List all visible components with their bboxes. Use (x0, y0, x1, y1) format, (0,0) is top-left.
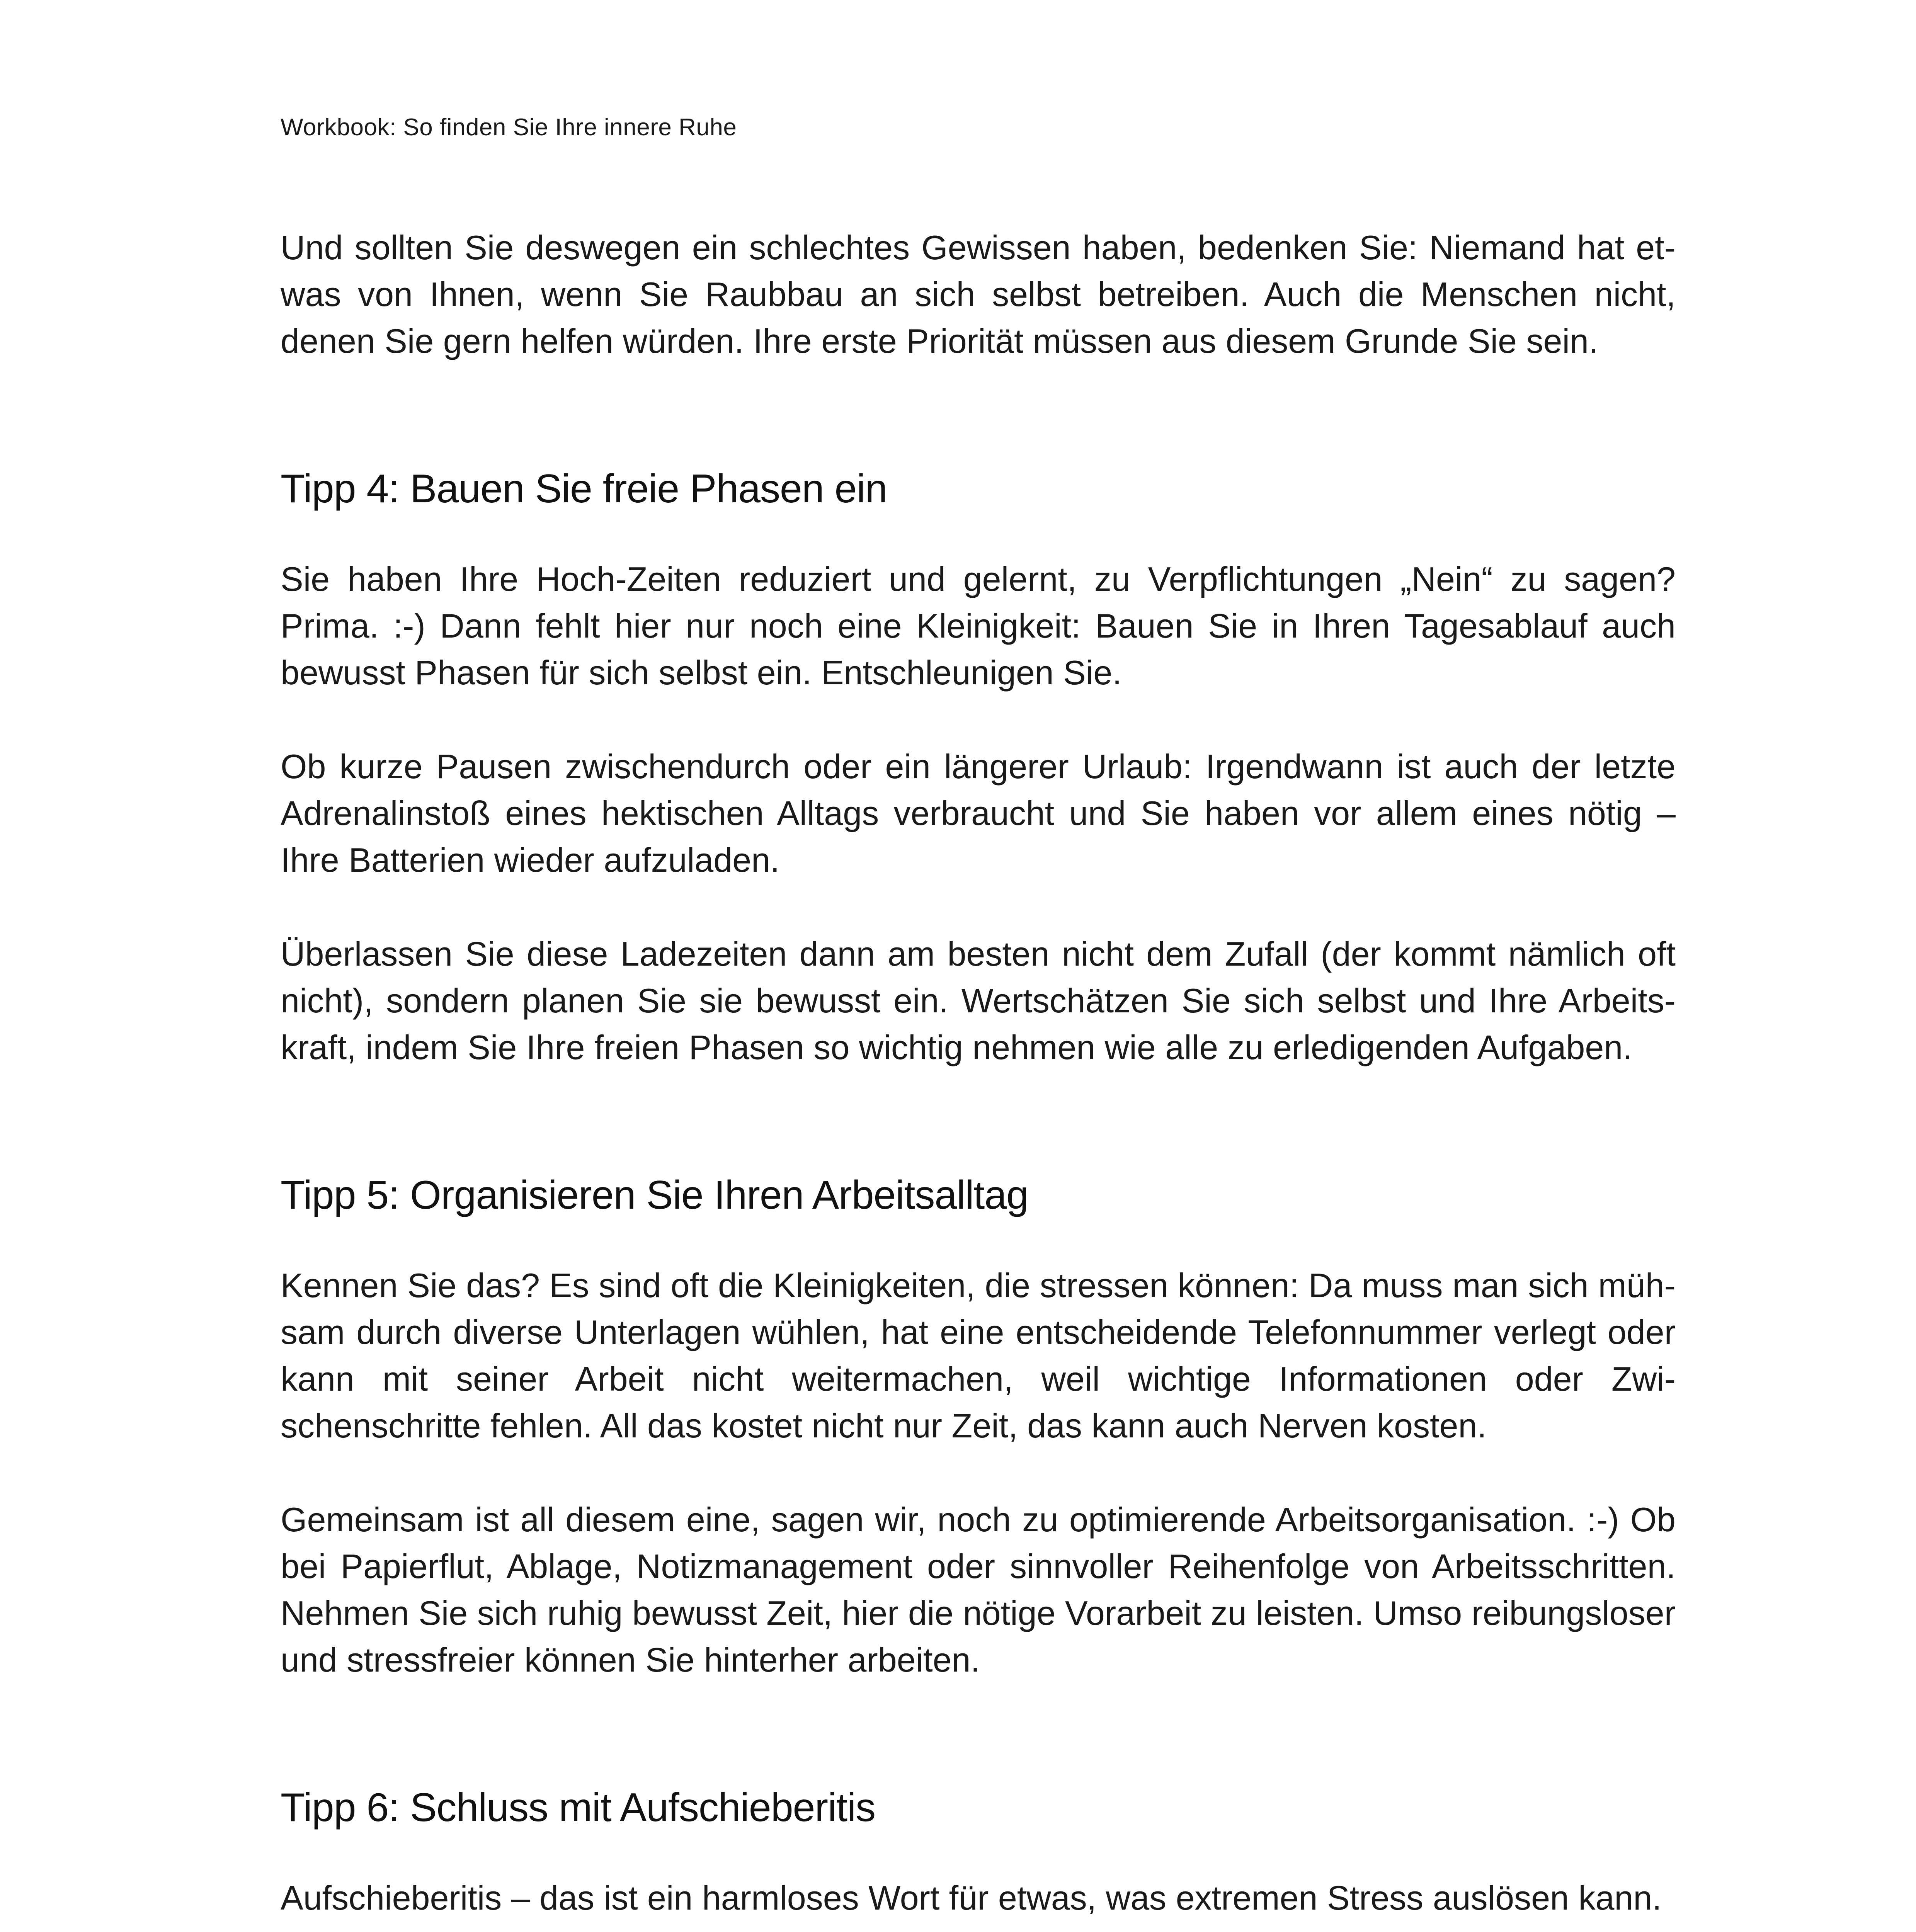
tip-4-section (281, 464, 1676, 1071)
tip-5-paragraph-2: Gemeinsam ist all diesem eine, sagen wir, noch zu optimierende Arbeitsorganisation. :-) Ob bei Papierflut, Ablage, Notizmanagement oder sinnvoller Reihenfolge von Arbeitsschritten. Nehmen Sie sich ruhig bewusst Zeit, hier die nötige Vorarbeit zu leisten. Umso reibungsloser und stressfreier können Sie hinterher arbeiten. (281, 1500, 1676, 1679)
tip-4-paragraph-1: Sie haben Ihre Hoch-Zeiten reduziert und gelernt, zu Verpflichtungen „Nein“ zu sagen? Prima. :-) Dann fehlt hier nur noch eine Kleinigkeit: Bauen Sie in Ihren Tagesablauf auch bewusst Phasen für sich selbst ein. Entschleunigen Sie. (281, 560, 1676, 692)
section-spacer (281, 1730, 1676, 1782)
tip-6-paragraph-1: Aufschieberitis – das ist ein harmloses Wort für etwas, was extremen Stress auslösen kann. (281, 1879, 1662, 1917)
section-spacer (281, 1118, 1676, 1170)
tip-6-heading: Tipp 6: Schluss mit Aufschieberitis (281, 1785, 876, 1830)
tip-5-paragraph-1: Kennen Sie das? Es sind oft die Kleinigkeiten, die stressen können: Da muss man sich mühsam durch diverse Unterlagen wühlen, hat eine entscheidende Telefonnummer verlegt oder kann mit seiner Arbeit nicht weitermachen, weil wichtige Informationen oder Zwischenschritte fehlen. All das kostet nicht nur Zeit, das kann auch Nerven kosten. (281, 1266, 1676, 1445)
intro-paragraph: Und sollten Sie deswegen ein schlechtes Gewissen haben, bedenken Sie: Niemand hat etwas von Ihnen, wenn Sie Raubbau an sich selbst betreiben. Auch die Menschen nicht, denen Sie gern helfen würden. Ihre erste Priorität müssen aus diesem Grunde Sie sein. (281, 228, 1676, 360)
section-spacer (281, 412, 1676, 464)
tip-5-section (281, 1170, 1676, 1683)
tip-4-paragraph-3: Überlassen Sie diese Ladezeiten dann am besten nicht dem Zufall (der kommt nämlich oft nicht), sondern planen Sie sie bewusst ein. Wertschätzen Sie sich selbst und Ihre Arbeitskraft, indem Sie Ihre freien Phasen so wichtig nehmen wie alle zu erledigenden Aufgaben. (281, 935, 1676, 1066)
running-header: Workbook: So finden Sie Ihre innere Ruhe (281, 114, 737, 141)
tip-4-paragraph-2: Ob kurze Pausen zwischendurch oder ein längerer Urlaub: Irgendwann ist auch der letzte Adrenalinstoß eines hektischen Alltags verbraucht und Sie haben vor allem eines nötig – Ihre Batterien wieder aufzuladen. (281, 747, 1676, 879)
tip-5-heading: Tipp 5: Organisieren Sie Ihren Arbeitsalltag (281, 1173, 1028, 1218)
page-content (281, 224, 1676, 1932)
tip-6-section (281, 1782, 1676, 1932)
tip-4-heading: Tipp 4: Bauen Sie freie Phasen ein (281, 466, 887, 511)
